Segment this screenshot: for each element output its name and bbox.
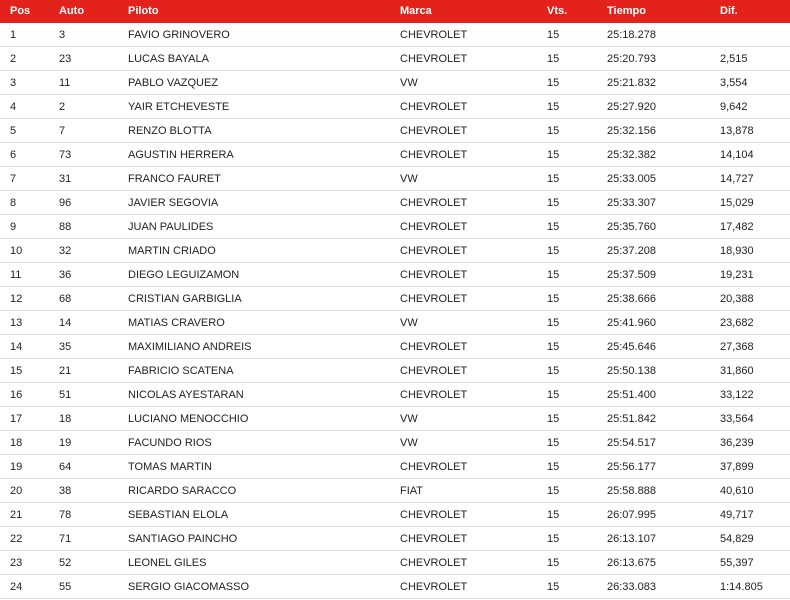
cell-dif: 14,104 — [720, 143, 790, 167]
cell-marca: VW — [400, 71, 547, 95]
cell-vts: 15 — [547, 95, 607, 119]
table-row — [0, 383, 790, 407]
cell-auto: 2 — [59, 95, 128, 119]
cell-marca: CHEVROLET — [400, 95, 547, 119]
header-dif: Dif. — [720, 5, 738, 17]
cell-vts: 15 — [547, 47, 607, 71]
cell-auto: 23 — [59, 47, 128, 71]
cell-piloto: JAVIER SEGOVIA — [128, 191, 400, 215]
cell-pos: 5 — [0, 119, 59, 143]
cell-piloto: FABRICIO SCATENA — [128, 359, 400, 383]
cell-vts: 15 — [547, 479, 607, 503]
cell-dif — [720, 23, 790, 47]
cell-tiempo: 25:56.177 — [607, 455, 720, 479]
cell-pos: 4 — [0, 95, 59, 119]
cell-vts: 15 — [547, 431, 607, 455]
cell-piloto: SEBASTIAN ELOLA — [128, 503, 400, 527]
table-row — [0, 431, 790, 455]
cell-auto: 52 — [59, 551, 128, 575]
cell-vts: 15 — [547, 359, 607, 383]
cell-auto: 18 — [59, 407, 128, 431]
cell-piloto: AGUSTIN HERRERA — [128, 143, 400, 167]
table-row — [0, 455, 790, 479]
table-row — [0, 527, 790, 551]
cell-tiempo: 25:50.138 — [607, 359, 720, 383]
cell-piloto: RICARDO SARACCO — [128, 479, 400, 503]
cell-tiempo: 25:45.646 — [607, 335, 720, 359]
table-row — [0, 95, 790, 119]
cell-auto: 78 — [59, 503, 128, 527]
cell-tiempo: 25:18.278 — [607, 23, 720, 47]
cell-dif: 36,239 — [720, 431, 790, 455]
header-pos: Pos — [10, 5, 31, 17]
table-row — [0, 263, 790, 287]
cell-dif: 31,860 — [720, 359, 790, 383]
cell-piloto: NICOLAS AYESTARAN — [128, 383, 400, 407]
cell-tiempo: 25:32.156 — [607, 119, 720, 143]
table-header-row — [0, 0, 790, 23]
cell-auto: 88 — [59, 215, 128, 239]
cell-tiempo: 26:13.675 — [607, 551, 720, 575]
cell-dif: 23,682 — [720, 311, 790, 335]
cell-pos: 16 — [0, 383, 59, 407]
cell-vts: 15 — [547, 335, 607, 359]
cell-tiempo: 25:27.920 — [607, 95, 720, 119]
cell-piloto: DIEGO LEGUIZAMON — [128, 263, 400, 287]
cell-piloto: SANTIAGO PAINCHO — [128, 527, 400, 551]
cell-auto: 71 — [59, 527, 128, 551]
cell-auto: 73 — [59, 143, 128, 167]
cell-pos: 7 — [0, 167, 59, 191]
cell-marca: CHEVROLET — [400, 551, 547, 575]
header-vts: Vts. — [547, 5, 568, 17]
header-auto: Auto — [59, 5, 85, 17]
cell-piloto: FAVIO GRINOVERO — [128, 23, 400, 47]
cell-vts: 15 — [547, 551, 607, 575]
cell-marca: CHEVROLET — [400, 527, 547, 551]
cell-pos: 20 — [0, 479, 59, 503]
cell-pos: 2 — [0, 47, 59, 71]
table-row — [0, 239, 790, 263]
cell-pos: 3 — [0, 71, 59, 95]
cell-vts: 15 — [547, 263, 607, 287]
cell-auto: 68 — [59, 287, 128, 311]
cell-marca: CHEVROLET — [400, 143, 547, 167]
cell-pos: 19 — [0, 455, 59, 479]
cell-piloto: JUAN PAULIDES — [128, 215, 400, 239]
cell-dif: 33,564 — [720, 407, 790, 431]
cell-auto: 3 — [59, 23, 128, 47]
cell-dif: 3,554 — [720, 71, 790, 95]
table-row — [0, 143, 790, 167]
cell-pos: 12 — [0, 287, 59, 311]
cell-pos: 23 — [0, 551, 59, 575]
cell-tiempo: 26:13.107 — [607, 527, 720, 551]
cell-vts: 15 — [547, 143, 607, 167]
results-body — [0, 23, 790, 599]
cell-vts: 15 — [547, 119, 607, 143]
table-row — [0, 167, 790, 191]
cell-auto: 19 — [59, 431, 128, 455]
cell-tiempo: 25:21.832 — [607, 71, 720, 95]
cell-pos: 15 — [0, 359, 59, 383]
cell-vts: 15 — [547, 215, 607, 239]
cell-auto: 36 — [59, 263, 128, 287]
cell-pos: 8 — [0, 191, 59, 215]
cell-marca: VW — [400, 311, 547, 335]
cell-piloto: LEONEL GILES — [128, 551, 400, 575]
cell-piloto: CRISTIAN GARBIGLIA — [128, 287, 400, 311]
cell-vts: 15 — [547, 455, 607, 479]
cell-vts: 15 — [547, 575, 607, 599]
table-row — [0, 575, 790, 599]
cell-marca: CHEVROLET — [400, 575, 547, 599]
cell-dif: 2,515 — [720, 47, 790, 71]
cell-auto: 96 — [59, 191, 128, 215]
cell-dif: 33,122 — [720, 383, 790, 407]
cell-tiempo: 26:07.995 — [607, 503, 720, 527]
table-row — [0, 215, 790, 239]
cell-auto: 32 — [59, 239, 128, 263]
cell-marca: CHEVROLET — [400, 191, 547, 215]
cell-pos: 10 — [0, 239, 59, 263]
cell-tiempo: 25:35.760 — [607, 215, 720, 239]
table-row — [0, 119, 790, 143]
cell-vts: 15 — [547, 71, 607, 95]
cell-pos: 6 — [0, 143, 59, 167]
cell-marca: CHEVROLET — [400, 383, 547, 407]
cell-vts: 15 — [547, 407, 607, 431]
cell-vts: 15 — [547, 383, 607, 407]
cell-dif: 9,642 — [720, 95, 790, 119]
cell-vts: 15 — [547, 167, 607, 191]
cell-piloto: LUCIANO MENOCCHIO — [128, 407, 400, 431]
cell-vts: 15 — [547, 23, 607, 47]
cell-piloto: FRANCO FAURET — [128, 167, 400, 191]
cell-piloto: PABLO VAZQUEZ — [128, 71, 400, 95]
cell-piloto: TOMAS MARTIN — [128, 455, 400, 479]
table-row — [0, 359, 790, 383]
cell-dif: 49,717 — [720, 503, 790, 527]
table-row — [0, 311, 790, 335]
cell-dif: 1:14.805 — [720, 575, 790, 599]
cell-auto: 14 — [59, 311, 128, 335]
cell-marca: CHEVROLET — [400, 287, 547, 311]
cell-tiempo: 25:37.509 — [607, 263, 720, 287]
cell-tiempo: 25:32.382 — [607, 143, 720, 167]
cell-dif: 17,482 — [720, 215, 790, 239]
cell-marca: CHEVROLET — [400, 503, 547, 527]
cell-vts: 15 — [547, 239, 607, 263]
cell-auto: 38 — [59, 479, 128, 503]
cell-vts: 15 — [547, 287, 607, 311]
cell-piloto: SERGIO GIACOMASSO — [128, 575, 400, 599]
cell-vts: 15 — [547, 527, 607, 551]
cell-vts: 15 — [547, 503, 607, 527]
cell-marca: CHEVROLET — [400, 239, 547, 263]
table-row — [0, 191, 790, 215]
cell-tiempo: 25:51.842 — [607, 407, 720, 431]
cell-marca: CHEVROLET — [400, 359, 547, 383]
cell-marca: CHEVROLET — [400, 215, 547, 239]
cell-piloto: YAIR ETCHEVESTE — [128, 95, 400, 119]
cell-auto: 31 — [59, 167, 128, 191]
cell-vts: 15 — [547, 311, 607, 335]
cell-pos: 24 — [0, 575, 59, 599]
cell-tiempo: 25:41.960 — [607, 311, 720, 335]
table-row — [0, 71, 790, 95]
cell-piloto: RENZO BLOTTA — [128, 119, 400, 143]
cell-marca: CHEVROLET — [400, 455, 547, 479]
cell-dif: 55,397 — [720, 551, 790, 575]
cell-marca: CHEVROLET — [400, 335, 547, 359]
table-row — [0, 23, 790, 47]
cell-marca: CHEVROLET — [400, 263, 547, 287]
table-row — [0, 551, 790, 575]
cell-piloto: MATIAS CRAVERO — [128, 311, 400, 335]
cell-tiempo: 25:20.793 — [607, 47, 720, 71]
cell-dif: 13,878 — [720, 119, 790, 143]
cell-pos: 21 — [0, 503, 59, 527]
cell-vts: 15 — [547, 191, 607, 215]
cell-pos: 18 — [0, 431, 59, 455]
cell-tiempo: 25:38.666 — [607, 287, 720, 311]
cell-tiempo: 25:54.517 — [607, 431, 720, 455]
table-row — [0, 407, 790, 431]
cell-dif: 40,610 — [720, 479, 790, 503]
cell-piloto: LUCAS BAYALA — [128, 47, 400, 71]
cell-tiempo: 25:33.005 — [607, 167, 720, 191]
cell-marca: VW — [400, 431, 547, 455]
cell-tiempo: 25:37.208 — [607, 239, 720, 263]
cell-dif: 18,930 — [720, 239, 790, 263]
cell-dif: 15,029 — [720, 191, 790, 215]
cell-pos: 17 — [0, 407, 59, 431]
cell-tiempo: 25:51.400 — [607, 383, 720, 407]
cell-pos: 22 — [0, 527, 59, 551]
cell-tiempo: 25:58.888 — [607, 479, 720, 503]
cell-pos: 1 — [0, 23, 59, 47]
cell-pos: 13 — [0, 311, 59, 335]
cell-dif: 20,388 — [720, 287, 790, 311]
cell-dif: 54,829 — [720, 527, 790, 551]
table-row — [0, 503, 790, 527]
cell-marca: CHEVROLET — [400, 47, 547, 71]
table-row — [0, 479, 790, 503]
table-row — [0, 287, 790, 311]
header-tiempo: Tiempo — [607, 5, 646, 17]
table-row — [0, 335, 790, 359]
header-piloto: Piloto — [128, 5, 159, 17]
cell-dif: 19,231 — [720, 263, 790, 287]
cell-piloto: FACUNDO RIOS — [128, 431, 400, 455]
cell-tiempo: 26:33.083 — [607, 575, 720, 599]
cell-auto: 51 — [59, 383, 128, 407]
cell-marca: CHEVROLET — [400, 23, 547, 47]
cell-auto: 35 — [59, 335, 128, 359]
cell-auto: 64 — [59, 455, 128, 479]
cell-marca: CHEVROLET — [400, 119, 547, 143]
cell-auto: 21 — [59, 359, 128, 383]
cell-pos: 11 — [0, 263, 59, 287]
cell-auto: 11 — [59, 71, 128, 95]
cell-tiempo: 25:33.307 — [607, 191, 720, 215]
cell-marca: VW — [400, 407, 547, 431]
cell-piloto: MAXIMILIANO ANDREIS — [128, 335, 400, 359]
cell-auto: 55 — [59, 575, 128, 599]
table-row — [0, 47, 790, 71]
cell-dif: 27,368 — [720, 335, 790, 359]
cell-pos: 9 — [0, 215, 59, 239]
cell-dif: 37,899 — [720, 455, 790, 479]
header-marca: Marca — [400, 5, 432, 17]
cell-auto: 7 — [59, 119, 128, 143]
cell-marca: VW — [400, 167, 547, 191]
cell-dif: 14,727 — [720, 167, 790, 191]
cell-marca: FIAT — [400, 479, 547, 503]
cell-piloto: MARTIN CRIADO — [128, 239, 400, 263]
cell-pos: 14 — [0, 335, 59, 359]
